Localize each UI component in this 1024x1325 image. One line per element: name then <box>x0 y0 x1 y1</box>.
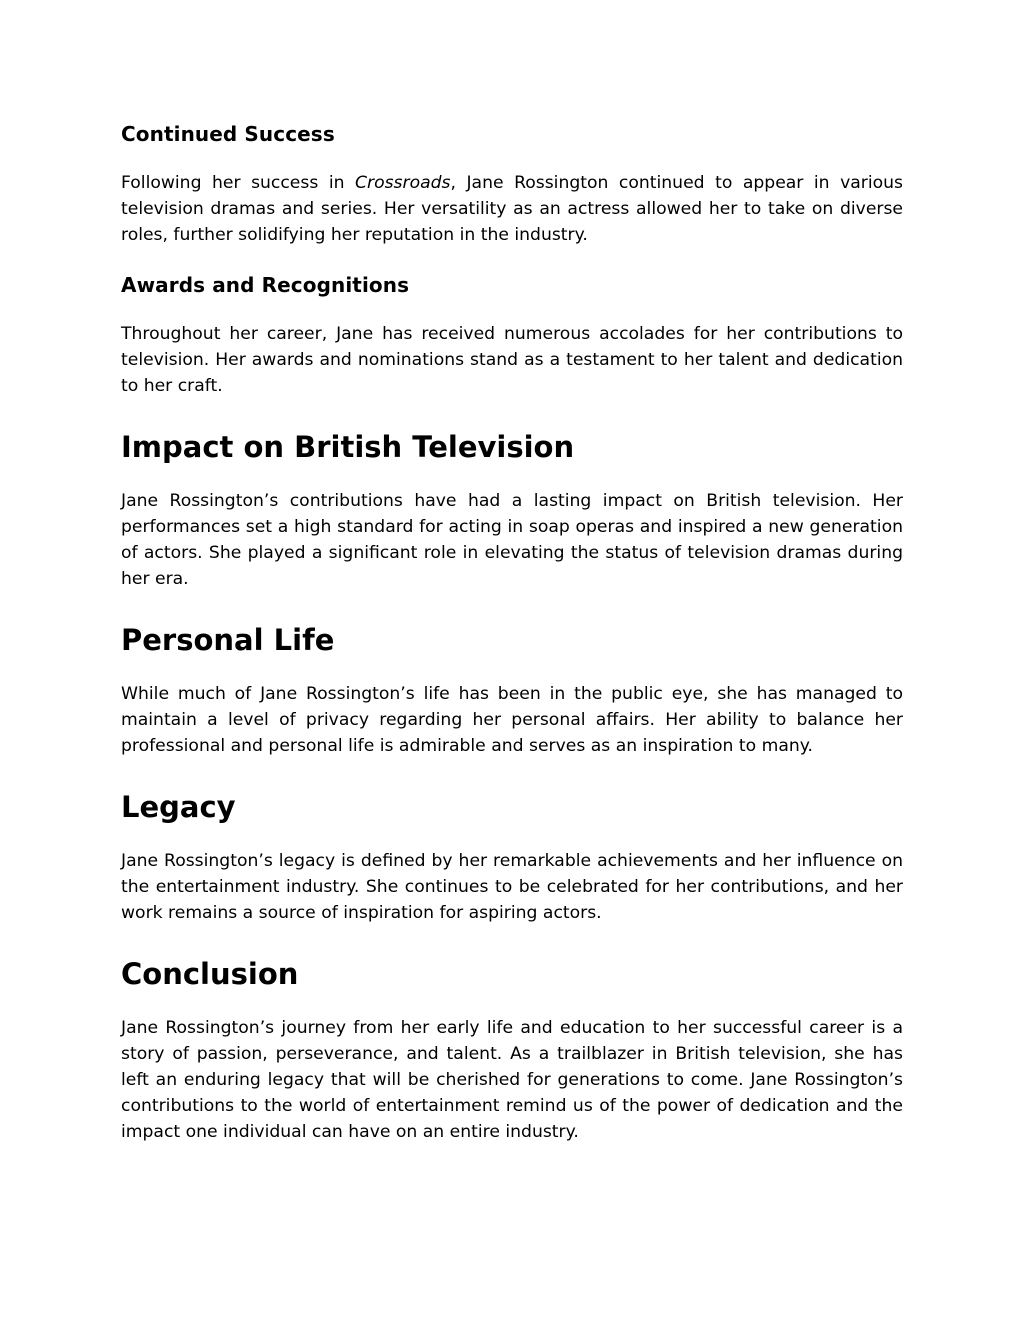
section-body-impact: Jane Rossington’s contributions have had a lasting impact on British television. Her performances set a high standard for acting in soap operas and inspired a new generation of actors. She played a significant role in elevating the status of television dramas during her era. <box>121 491 903 589</box>
section-body-awards: Throughout her career, Jane has received numerous accolades for her contributions to television. Her awards and nominations stand as a testament to her talent and dedication to her craft. <box>121 324 903 396</box>
body-text-end: , Jane Rossington continued to appear in various television dramas and series. Her versatility as an actress allowed her to take on diverse roles, further solidifying her reputation in the industry. <box>121 173 903 245</box>
section-heading-impact: Impact on British Television <box>121 430 575 464</box>
body-text-start: Following her success in <box>121 173 356 193</box>
section-heading-continued-success: Continued Success <box>121 122 335 146</box>
section-body-legacy: Jane Rossington’s legacy is defined by her remarkable achievements and her influence on the entertainment industry. She continues to be celebrated for her contributions, and her work remains a source of inspiration for aspiring actors. <box>121 851 903 923</box>
section-heading-personal-life: Personal Life <box>121 623 335 657</box>
section-body-continued-success <box>121 170 903 248</box>
section-body-personal-life: While much of Jane Rossington’s life has been in the public eye, she has managed to maintain a level of privacy regarding her personal affairs. Her ability to balance her professional and personal life is admirable and serves as an inspiration to many. <box>121 684 903 756</box>
show-title-italic: Crossroads <box>355 173 451 193</box>
section-body-conclusion: Jane Rossington’s journey from her early life and education to her successful career is a story of passion, perseverance, and talent. As a trailblazer in British television, she has left an enduring legacy that will be cherished for generations to come. Jane Rossington’s contributions to the world of entertainment remind us of the power of dedication and the impact one individual can have on an entire industry. <box>121 1018 903 1142</box>
section-heading-legacy: Legacy <box>121 790 236 824</box>
section-heading-awards: Awards and Recognitions <box>121 273 410 297</box>
section-heading-conclusion: Conclusion <box>121 957 299 991</box>
